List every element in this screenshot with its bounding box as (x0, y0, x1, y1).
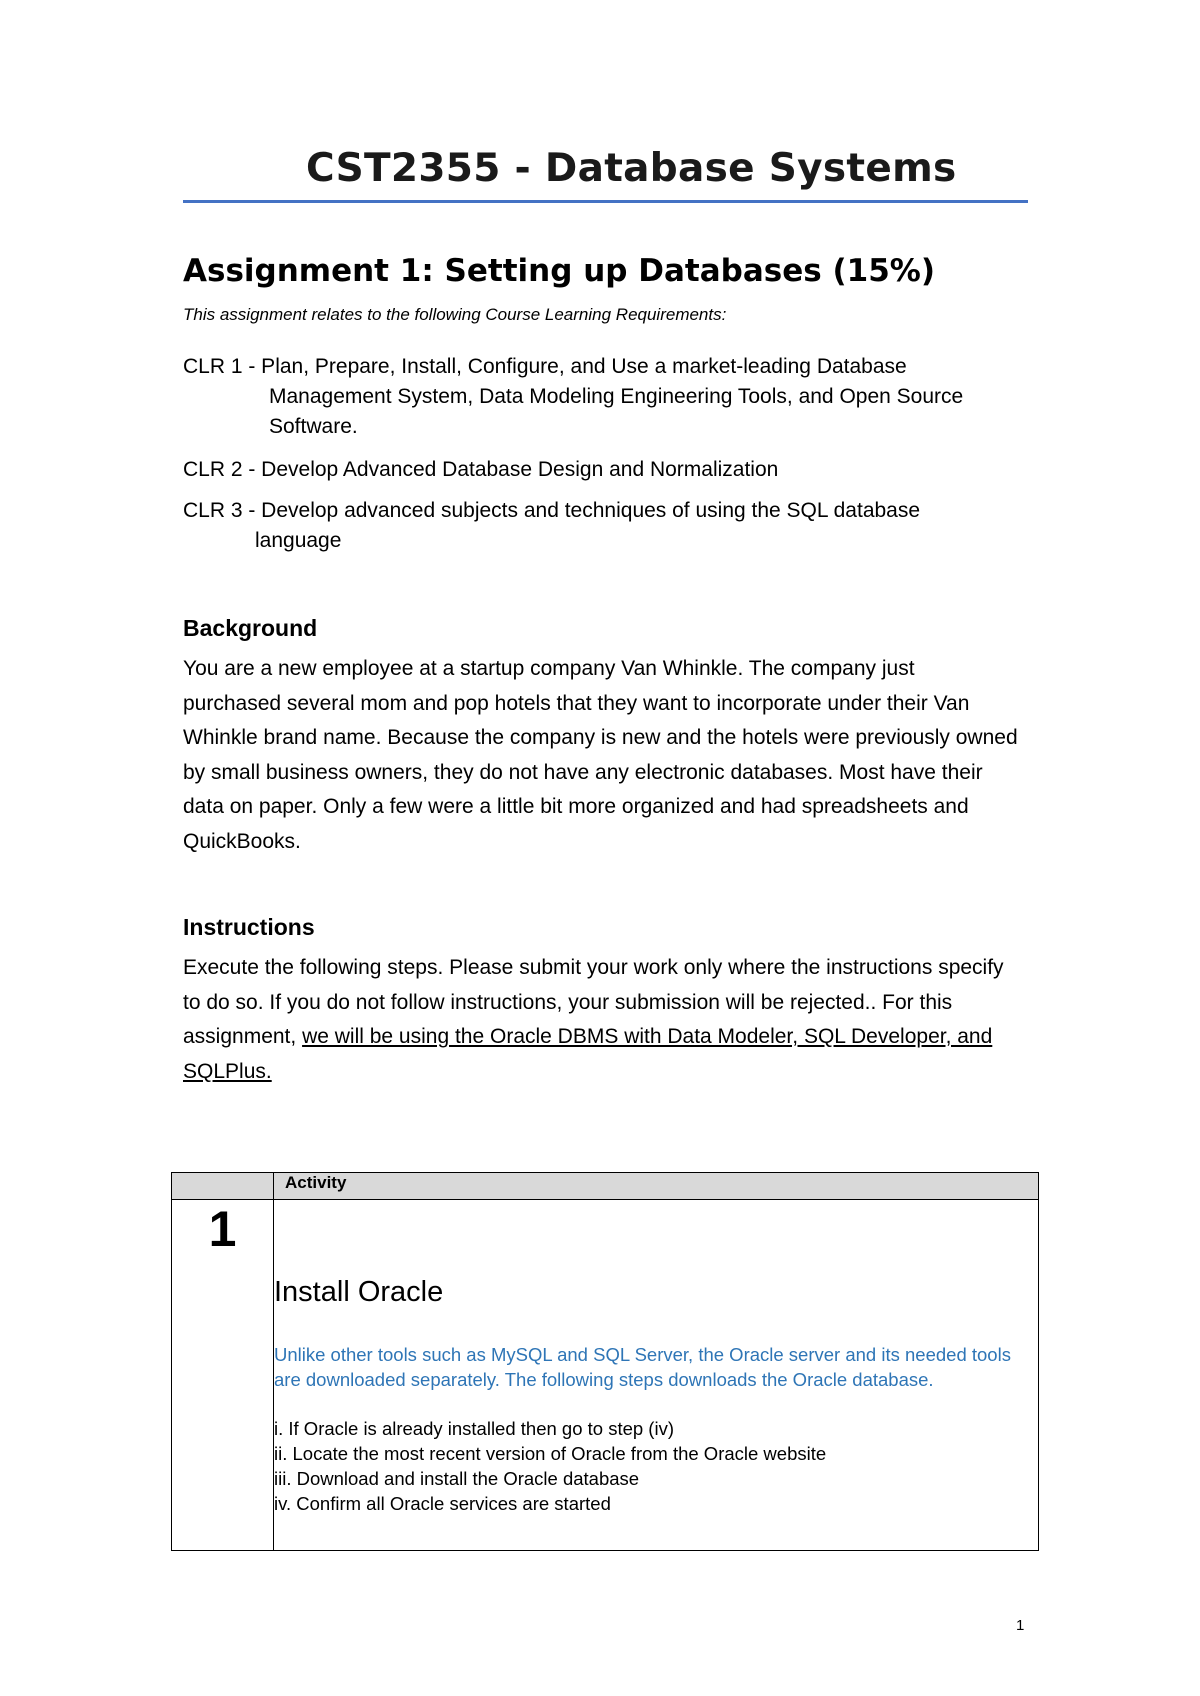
instructions-text: Execute the following steps. Please submit your work only where the instructions specify to do so. If you do not follow instructions, your submission will be rejected.. For this assignment, (183, 956, 1004, 1048)
table-header-number-cell (172, 1173, 274, 1200)
clr-1 (183, 352, 1033, 442)
assignment-title: Assignment 1: Setting up Databases (15%) (183, 253, 936, 289)
clr-3-line1: CLR 3 - Develop advanced subjects and techniques of using the SQL database (183, 499, 921, 522)
clr-3 (183, 496, 1033, 556)
page-number: 1 (1016, 1617, 1025, 1634)
clr-3-line2: language (255, 529, 342, 552)
activity-step: iv. Confirm all Oracle services are started (274, 1493, 611, 1514)
activity-table (171, 1172, 1039, 1551)
table-row (172, 1200, 1039, 1551)
table-header-activity: Activity (274, 1173, 1039, 1200)
clr-1-line2: Management System, Data Modeling Engineering Tools, and Open Source (269, 385, 964, 408)
background-heading: Background (183, 615, 318, 641)
activity-description: Unlike other tools such as MySQL and SQL Server, the Oracle server and its needed tools are downloaded separately. The following steps downloads the Oracle database. (274, 1344, 1011, 1390)
background-paragraph: You are a new employee at a startup company Van Whinkle. The company just purchased several mom and pop hotels that they want to incorporate under their Van Whinkle brand name. Because the company is new and the hotels were previously owned by small business owners, they do not have any electronic databases. Most have their data on paper. Only a few were a little bit more organized and had spreadsheets and QuickBooks. (183, 657, 1018, 853)
title-underline-rule (183, 200, 1028, 203)
instructions-paragraph (183, 951, 1018, 1089)
clr-2-line1: CLR 2 - Develop Advanced Database Design and Normalization (183, 458, 779, 481)
activity-steps (274, 1416, 1038, 1516)
activity-step: ii. Locate the most recent version of Oracle from the Oracle website (274, 1443, 827, 1464)
activity-step: iii. Download and install the Oracle database (274, 1468, 640, 1489)
clr-1-line1: CLR 1 - Plan, Prepare, Install, Configure, and Use a market-leading Database (183, 355, 907, 378)
activity-title: Install Oracle (274, 1276, 444, 1308)
activity-step: i. If Oracle is already installed then go to step (iv) (274, 1418, 674, 1439)
intro-text: This assignment relates to the following Course Learning Requirements: (183, 305, 727, 324)
clr-1-line3: Software. (269, 415, 358, 438)
activity-number: 1 (172, 1200, 274, 1551)
instructions-heading: Instructions (183, 914, 315, 940)
course-title: CST2355 - Database Systems (306, 146, 957, 191)
table-header-row (172, 1173, 1039, 1200)
instructions-underlined-text: we will be using the Oracle DBMS with Data Modeler, SQL Developer, and SQLPlus. (183, 1025, 993, 1083)
clr-2 (183, 455, 1033, 485)
activity-content (274, 1200, 1039, 1551)
